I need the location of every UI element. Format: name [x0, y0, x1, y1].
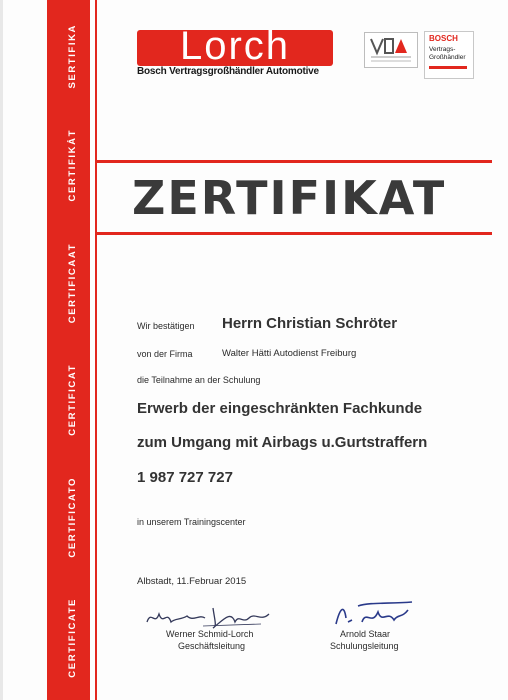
bosch-partner-badge	[424, 31, 474, 79]
signatory-role: Schulungsleitung	[330, 641, 399, 651]
signatory-name: Arnold Staar	[340, 629, 391, 639]
band-label: CERTIFICATE	[66, 598, 78, 678]
recipient-name: Herrn Christian Schröter	[222, 315, 398, 332]
band-label: CERTIFIKÁT	[66, 129, 78, 202]
band-label: CERTIFICAAT	[66, 242, 78, 324]
signature-arnold-staar	[330, 596, 420, 632]
bosch-badge-bar	[429, 66, 467, 69]
company-name: Walter Hätti Autodienst Freiburg	[222, 348, 357, 359]
band-labels	[47, 0, 97, 700]
lorch-logo: Lorch	[179, 24, 291, 68]
participation-text: die Teilnahme an der Schulung	[137, 375, 261, 385]
red-side-band	[47, 0, 97, 700]
bosch-brand: BOSCH	[429, 34, 458, 43]
title-rule-bottom	[97, 232, 492, 235]
training-location: in unserem Trainingscenter	[137, 517, 246, 527]
band-label: SERTIFIKA	[66, 24, 78, 89]
certificate-title: ZERTIFIKAT	[132, 171, 447, 225]
course-title-line-1: Erwerb der eingeschränkten Fachkunde	[137, 400, 423, 417]
association-logo	[364, 32, 418, 68]
course-title-line-2: zum Umgang mit Airbags u.Gurtstraffern	[137, 434, 428, 451]
band-label: CERTIFICATO	[66, 476, 78, 558]
band-label: CERTIFICAT	[66, 364, 78, 436]
signatory-role: Geschäftsleitung	[178, 641, 246, 651]
logo-subtitle: Bosch Vertragsgroßhändler Automotive	[137, 66, 319, 77]
confirm-label: Wir bestätigen	[137, 321, 195, 331]
bosch-badge-line: Großhändler	[429, 54, 466, 61]
page-edge	[0, 0, 3, 700]
bosch-badge-line: Vertrags-	[429, 46, 456, 53]
signatory-name: Werner Schmid-Lorch	[166, 629, 254, 639]
association-logo-icon	[365, 33, 417, 67]
place-and-date: Albstadt, 11.Februar 2015	[137, 576, 247, 587]
course-number: 1 987 727 727	[137, 469, 233, 486]
title-rule-top	[97, 160, 492, 163]
company-label: von der Firma	[137, 349, 193, 359]
